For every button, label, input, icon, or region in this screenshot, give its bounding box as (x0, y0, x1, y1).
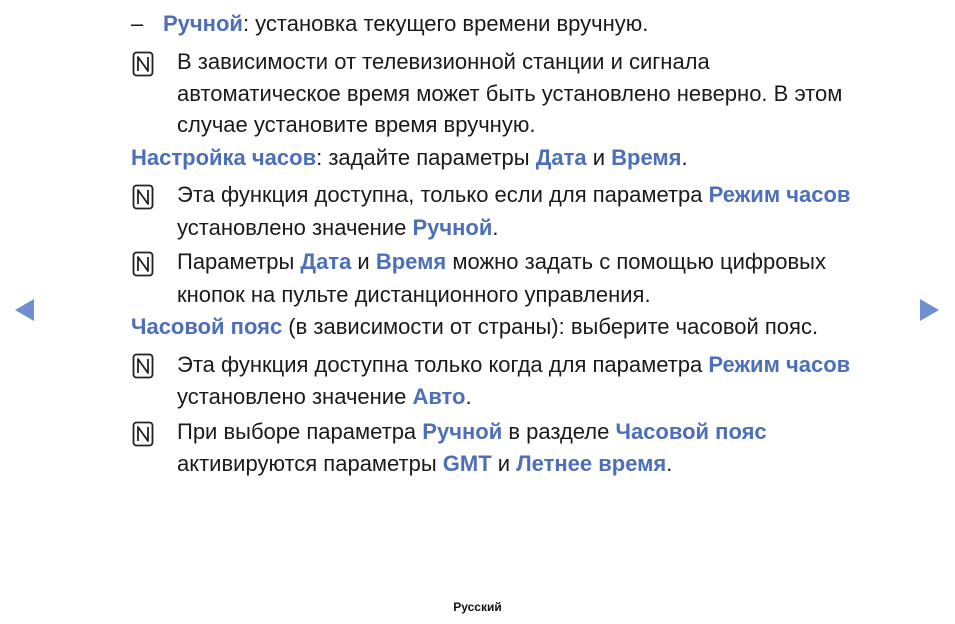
note4-text: Эта функция доступна только когда для параметра (177, 352, 709, 377)
note1-line3: случае установите время вручную. (177, 112, 536, 137)
note5-text: активируются параметры (177, 451, 443, 476)
bullet-dash: – (131, 11, 144, 36)
note4-line2 (177, 382, 472, 412)
conjunction-text: и (586, 145, 612, 170)
note2-line1 (177, 180, 850, 210)
period-text: . (492, 215, 499, 240)
clock-setting-line (131, 143, 688, 173)
dst-term: Летнее время (516, 451, 667, 476)
note1-line2: автоматическое время может быть установлено неверно. В этом (177, 81, 843, 106)
timezone-term: Часовой пояс (615, 419, 767, 444)
note2-text: Эта функция доступна, только если для параметра (177, 182, 709, 207)
note5-line1 (177, 417, 767, 447)
next-page-arrow-icon[interactable] (920, 299, 939, 321)
note5-text: в разделе (502, 419, 616, 444)
clock-mode-term: Режим часов (708, 182, 851, 207)
note-icon (132, 251, 154, 277)
note1-line1: В зависимости от телевизионной станции и сигнала (177, 49, 710, 74)
note5-line2 (177, 449, 672, 479)
footer-language: Русский (453, 600, 502, 614)
clock-setting-term: Настройка часов (131, 145, 317, 170)
date-term: Дата (535, 145, 587, 170)
conjunction-text: и (351, 249, 376, 274)
timezone-line (131, 312, 818, 342)
manual-description: : установка текущего времени вручную. (242, 11, 649, 36)
note2-text: установлено значение (177, 215, 413, 240)
period-text: . (465, 384, 472, 409)
note-icon (132, 421, 154, 447)
gmt-term: GMT (442, 451, 492, 476)
time-term: Время (375, 249, 447, 274)
timezone-term: Часовой пояс (131, 314, 283, 339)
manual-setting-line (163, 9, 648, 39)
prev-page-arrow-icon[interactable] (15, 299, 34, 321)
note4-text: установлено значение (177, 384, 413, 409)
note2-line2 (177, 213, 499, 243)
note5-text: При выборе параметра (177, 419, 423, 444)
note3-text: Параметры (177, 249, 301, 274)
period-text: . (666, 451, 673, 476)
auto-term: Авто (412, 384, 466, 409)
period-text: . (681, 145, 688, 170)
manual-term: Ручной (163, 11, 243, 36)
note4-line1 (177, 350, 850, 380)
date-term: Дата (300, 249, 352, 274)
note3-line2: кнопок на пульте дистанционного управления. (177, 282, 651, 307)
time-term: Время (611, 145, 682, 170)
note3-line1 (177, 247, 826, 277)
manual-term: Ручной (412, 215, 493, 240)
conjunction-text: и (491, 451, 517, 476)
manual-term: Ручной (422, 419, 503, 444)
note-icon (132, 184, 154, 210)
note-icon (132, 353, 154, 379)
timezone-description: (в зависимости от страны): выберите часовой пояс. (282, 314, 819, 339)
note3-text: можно задать с помощью цифровых (446, 249, 826, 274)
note-icon (132, 51, 154, 77)
clock-mode-term: Режим часов (708, 352, 851, 377)
clock-setting-text: : задайте параметры (316, 145, 536, 170)
